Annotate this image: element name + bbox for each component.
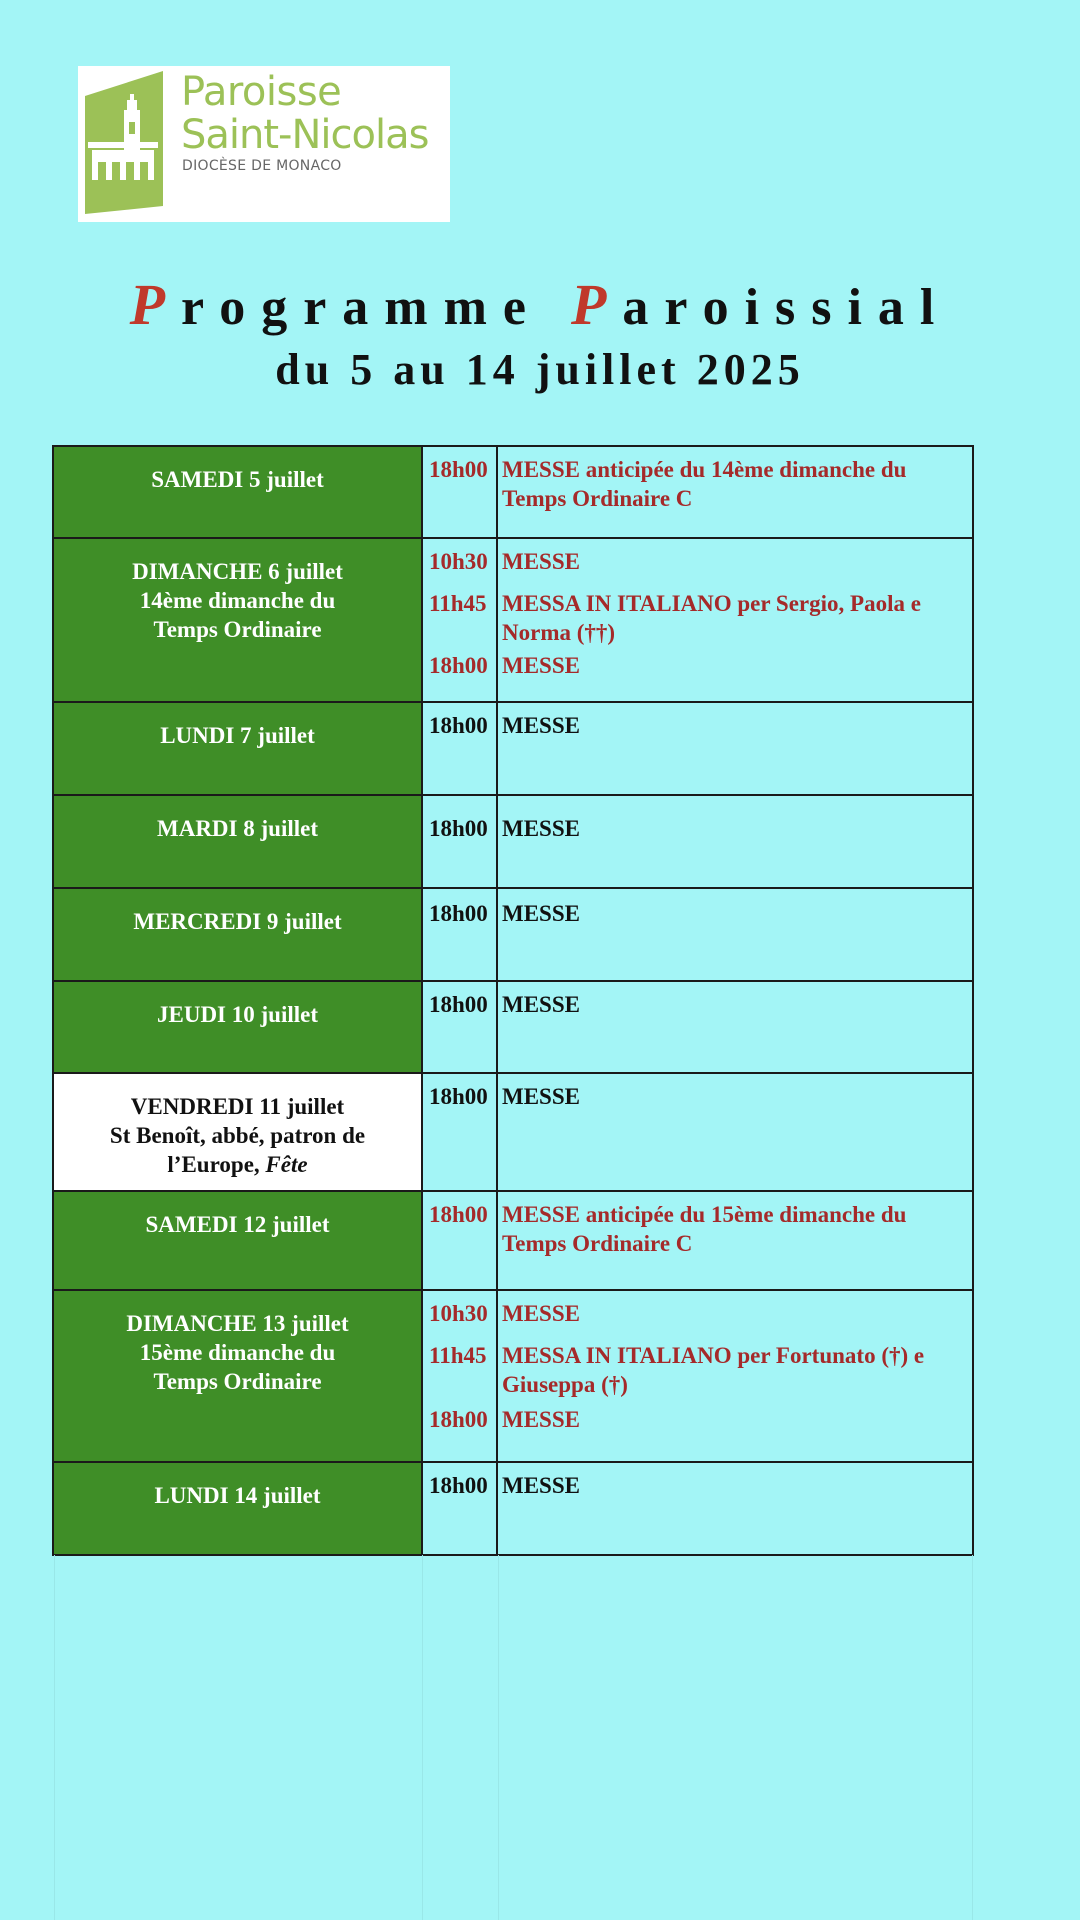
slot-description: MESSE <box>502 1407 580 1432</box>
slots-cell <box>423 539 972 701</box>
slot-time: 18h00 <box>423 1192 498 1289</box>
slot-time: 18h00 <box>423 1074 498 1190</box>
slot <box>423 651 972 701</box>
slot <box>423 1192 972 1289</box>
slot-time: 11h45 <box>423 581 498 651</box>
slot <box>423 1405 972 1461</box>
day-label: DIMANCHE 6 juillet <box>132 559 343 584</box>
slots-cell <box>423 1192 972 1289</box>
slot-time: 10h30 <box>423 539 498 581</box>
column-guide <box>498 1555 499 1920</box>
slots-cell <box>423 1074 972 1190</box>
schedule-row <box>52 703 974 796</box>
logo-text-paroisse: Paroisse <box>181 69 342 115</box>
day-cell <box>54 1074 423 1190</box>
slot-description: MESSA IN ITALIANO per Fortunato (†) e Giuseppa (†) <box>502 1343 925 1397</box>
slot-time: 18h00 <box>423 447 498 537</box>
day-label: MERCREDI 9 juillet <box>133 909 342 934</box>
slots-cell <box>423 982 972 1072</box>
slot-time: 18h00 <box>423 1405 498 1461</box>
slot <box>423 1291 972 1333</box>
day-cell <box>54 796 423 887</box>
day-cell <box>54 447 423 537</box>
slot-description: MESSE anticipée du 15ème dimanche du Temps Ordinaire C <box>502 1202 907 1256</box>
slot-description: MESSE <box>502 549 580 574</box>
church-logo-icon <box>78 66 188 222</box>
column-guide <box>422 1555 423 1920</box>
slot-description: MESSE <box>502 901 580 926</box>
slots-cell <box>423 796 972 887</box>
day-label: LUNDI 14 juillet <box>154 1483 321 1508</box>
day-subtitle <box>54 1150 421 1179</box>
slot-time: 18h00 <box>423 703 498 794</box>
day-subtitle-text: l’Europe, <box>167 1152 266 1177</box>
slot <box>423 581 972 651</box>
slot <box>423 796 972 887</box>
schedule-row <box>52 1192 974 1291</box>
day-subtitle: 14ème dimanche du <box>139 588 336 613</box>
slots-cell <box>423 1291 972 1461</box>
schedule-row <box>52 445 974 539</box>
day-label: JEUDI 10 juillet <box>157 1002 318 1027</box>
page-title <box>0 270 1080 343</box>
slot-description: MESSE <box>502 816 580 841</box>
schedule-row <box>52 1074 974 1192</box>
title-initial-2: P <box>570 272 623 337</box>
day-subtitle: Temps Ordinaire <box>153 617 322 642</box>
slot <box>423 1074 972 1190</box>
day-cell <box>54 1291 423 1461</box>
slot <box>423 1333 972 1405</box>
title-word-2: aroissial <box>622 279 951 336</box>
title-word-1: rogramme <box>181 279 542 336</box>
day-subtitle: Temps Ordinaire <box>153 1369 322 1394</box>
slots-cell <box>423 447 972 537</box>
parish-logo <box>78 66 450 222</box>
slot-description: MESSA IN ITALIANO per Sergio, Paola e Norma (††) <box>502 591 921 645</box>
slot <box>423 982 972 1072</box>
schedule-row <box>52 1291 974 1463</box>
slot <box>423 447 972 537</box>
schedule-row <box>52 539 974 703</box>
slot-time: 18h00 <box>423 651 498 701</box>
slot-description: MESSE <box>502 992 580 1017</box>
slot-description: MESSE anticipée du 14ème dimanche du Temps Ordinaire C <box>502 457 907 511</box>
slot-description: MESSE <box>502 1301 580 1326</box>
slots-cell <box>423 889 972 980</box>
day-subtitle: St Benoît, abbé, patron de <box>109 1123 366 1148</box>
day-label: VENDREDI 11 juillet <box>130 1094 345 1119</box>
column-guide <box>972 1555 973 1920</box>
slot <box>423 1463 972 1554</box>
schedule-row <box>52 1463 974 1556</box>
slot-description: MESSE <box>502 713 580 738</box>
day-cell <box>54 703 423 794</box>
slot <box>423 539 972 581</box>
day-label: SAMEDI 5 juillet <box>151 467 324 492</box>
logo-text-saint-nicolas: Saint-Nicolas <box>181 112 429 158</box>
slots-cell <box>423 703 972 794</box>
day-cell <box>54 1192 423 1289</box>
slot-description: MESSE <box>502 1473 580 1498</box>
slot-time: 18h00 <box>423 889 498 980</box>
schedule-row <box>52 889 974 982</box>
slot-description: MESSE <box>502 1084 580 1109</box>
page-subtitle: du 5 au 14 juillet 2025 <box>275 345 805 394</box>
day-label: LUNDI 7 juillet <box>160 723 315 748</box>
logo-text-diocese: DIOCÈSE DE MONACO <box>182 158 342 174</box>
slot-time: 18h00 <box>423 1463 498 1554</box>
slot <box>423 889 972 980</box>
schedule-table <box>52 445 974 1556</box>
slot-time: 18h00 <box>423 982 498 1072</box>
slots-cell <box>423 1463 972 1554</box>
schedule-row <box>52 796 974 889</box>
day-label: SAMEDI 12 juillet <box>145 1212 330 1237</box>
day-subtitle: 15ème dimanche du <box>139 1340 336 1365</box>
day-label: MARDI 8 juillet <box>157 816 318 841</box>
slot-time: 11h45 <box>423 1333 498 1405</box>
day-cell <box>54 539 423 701</box>
slot <box>423 703 972 794</box>
schedule-row <box>52 982 974 1074</box>
slot-time: 18h00 <box>423 796 498 887</box>
day-label: DIMANCHE 13 juillet <box>126 1311 349 1336</box>
slot-description: MESSE <box>502 653 580 678</box>
title-initial-1: P <box>129 272 182 337</box>
feast-rank: Fête <box>265 1152 308 1177</box>
day-cell <box>54 889 423 980</box>
day-cell <box>54 1463 423 1554</box>
day-cell <box>54 982 423 1072</box>
slot-time: 10h30 <box>423 1291 498 1333</box>
column-guide <box>54 1555 55 1920</box>
